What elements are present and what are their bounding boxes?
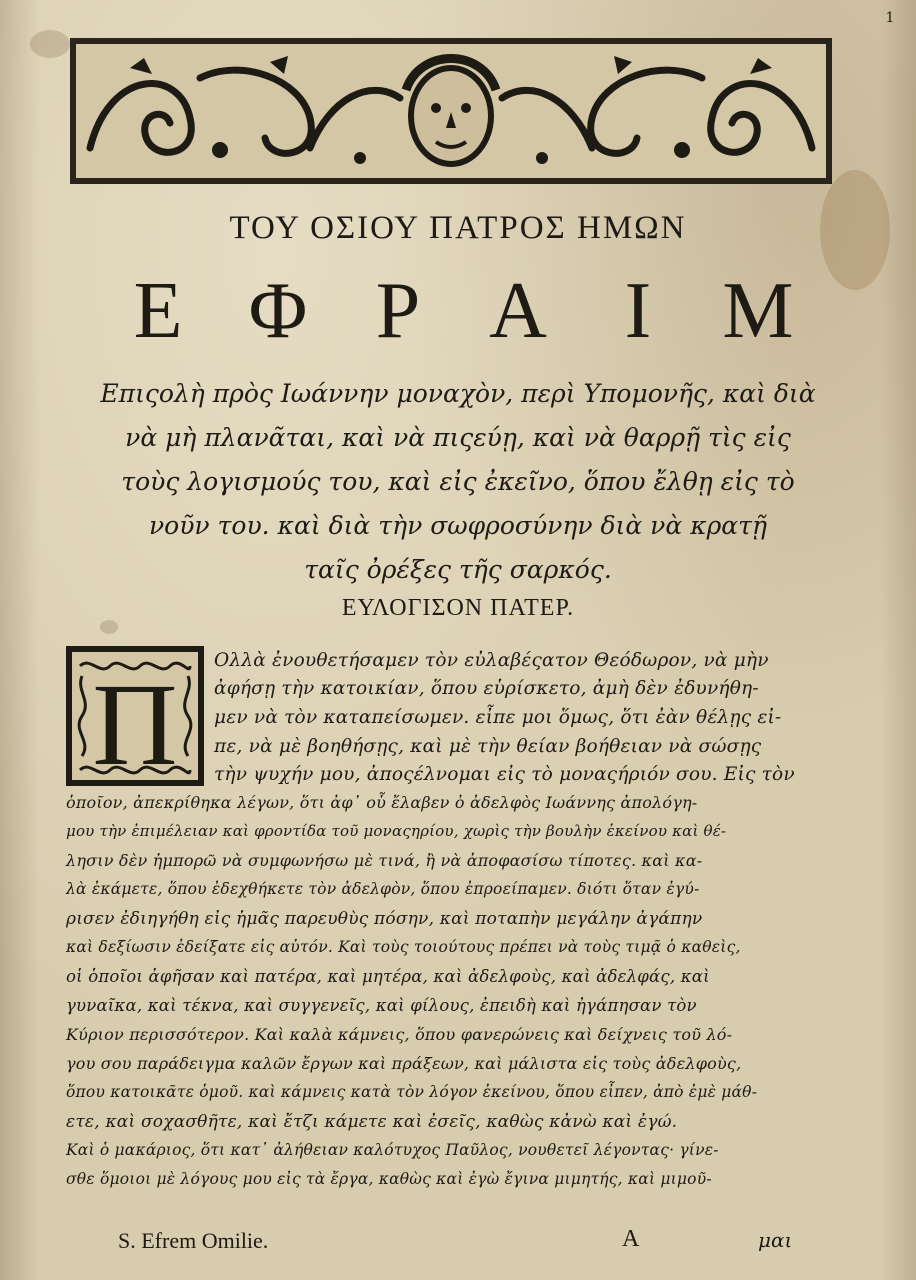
- body-line: πε, νὰ μὲ βοηθήσῃς, καὶ μὲ τὴν θείαν βοήθειαν νὰ σώσῃς: [214, 736, 762, 757]
- body-line: ὅπου κατοικᾶτε ὁμοῦ. καὶ κάμνεις κατὰ τὸν λόγον ἐκείνου, ὅπου εἶπεν, ἀπὸ ἐμὲ μάθ-: [66, 1083, 758, 1101]
- body-line: Κύριον περισσότερον. Καὶ καλὰ κάμνεις, ὅπου φανερώνεις καὶ δείχνεις τοῦ λό-: [66, 1025, 733, 1044]
- cherub-face-icon: [406, 59, 496, 165]
- subtitle: [90, 372, 826, 592]
- name-letter: Ρ: [375, 267, 421, 355]
- body-line: καὶ δεξίωσιν ἐδείξατε εἰς αὐτόν. Καὶ τοὺς τοιούτους πρέπει νὰ τοὺς τιμᾷ ὁ καθεὶς,: [66, 938, 741, 956]
- body-line: γου σου παράδειγμα καλῶν ἔργων καὶ πράξεων, καὶ μάλιστα εἰς τοὺς ἀδελφοὺς,: [66, 1054, 742, 1073]
- folio-number: 1: [885, 10, 895, 26]
- name-letter: Α: [489, 267, 547, 355]
- name-letter: Φ: [248, 267, 308, 355]
- body-line: μου τὴν ἐπιμέλειαν καὶ φροντίδα τοῦ μοναςηρίου, χωρὶς τὴν βουλὴν ἐκείνου καὶ θέ-: [66, 822, 727, 840]
- catchword: μαι: [758, 1228, 793, 1252]
- body-line: τὴν ψυχήν μου, ἀποςέλνομαι εἰς τὸ μοναςήριόν σου. Εἰς τὸν: [214, 764, 795, 785]
- body-line: Καὶ ὁ μακάριος, ὅτι κατ᾽ ἀλήθειαν καλότυχος Παῦλος, νουθετεῖ λέγοντας· γίνε-: [66, 1141, 719, 1159]
- author-name: [60, 266, 856, 357]
- signature-mark: A: [622, 1226, 640, 1252]
- name-letter: Ε: [133, 267, 183, 355]
- body-line: ετε, καὶ σοχασθῆτε, καὶ ἔτζι κάμετε καὶ ἐσεῖς, καθὼς κἀνὼ καὶ ἐγώ.: [66, 1112, 678, 1132]
- blessing-heading: ΕΥΛΟΓΙΣΟΝ ΠΑΤΕΡ.: [341, 595, 575, 621]
- body-line: οἱ ὁποῖοι ἀφῆσαν καὶ πατέρα, καὶ μητέρα, καὶ ἀδελφοὺς, καὶ ἀδελφάς, καὶ: [66, 967, 710, 986]
- ornamental-headpiece: [70, 38, 832, 184]
- ink-stain: [100, 620, 118, 634]
- subtitle-line: τοὺς λογισμούς του, καὶ εἰς ἐκεῖνο, ὅπου ἔλθῃ εἰς τὸ: [121, 467, 795, 496]
- decorated-initial: [66, 646, 204, 786]
- body-line: λὰ ἐκάμετε, ὅπου ἐδεχθήκετε τὸν ἀδελφὸν, ὅπου ἐπροείπαμεν. διότι ὅταν ἐγύ-: [66, 880, 700, 898]
- subtitle-line: νὰ μὴ πλανᾶται, καὶ νὰ πιςεύῃ, καὶ νὰ θαρρῇ τὶς εἰς: [125, 423, 791, 452]
- name-letter: Μ: [722, 267, 794, 355]
- body-line: σθε ὅμοιοι μὲ λόγους μου εἰς τὰ ἔργα, καθὼς καὶ ἐγὼ ἔγινα μιμητής, καὶ μιμοῦ-: [66, 1170, 712, 1188]
- body-line: ἀφήσῃ τὴν κατοικίαν, ὅπου εὑρίσκετο, ἀμὴ δὲν ἐδυνήθη-: [214, 678, 759, 699]
- subtitle-line: Επιςολὴ πρὸς Ιωάννην μοναχὸν, περὶ Υπομονῆς, καὶ διὰ: [100, 379, 816, 408]
- signature-text: S. Efrem Omilie.: [118, 1228, 269, 1253]
- body-line: μεν νὰ τὸν καταπείσωμεν. εἶπε μοι ὅμως, ὅτι ἐὰν θέλῃς εἰ-: [214, 707, 782, 728]
- initial-letter: Π: [92, 659, 178, 786]
- subtitle-line: νοῦν του. καὶ διὰ τὴν σωφροσύνην διὰ νὰ κρατῇ: [148, 511, 767, 540]
- title-line: ΤΟΥ ΟΣΙΟΥ ΠΑΤΡΟΣ ΗΜΩΝ: [229, 210, 687, 246]
- body-line: Ολλὰ ἐνουθετήσαμεν τὸν εὐλαβέςατον Θεόδωρον, νὰ μὴν: [214, 650, 769, 671]
- subtitle-line: ταῖς ὀρέξες τῆς σαρκός.: [304, 555, 612, 584]
- body-line: ρισεν ἐδιηγήθη εἰς ἡμᾶς παρευθὺς πόσην, καὶ ποταπὴν μεγάλην ἀγάπην: [66, 909, 703, 929]
- name-letter: Ι: [624, 267, 652, 355]
- body-line: ὁποῖον, ἀπεκρίθηκα λέγων, ὅτι ἀφ᾽ οὗ ἔλαβεν ὁ ἀδελφὸς Ιωάννης ἀπολόγη-: [66, 793, 698, 812]
- body-line: γυναῖκα, καὶ τέκνα, καὶ συγγενεῖς, καὶ φίλους, ἐπειδὴ καὶ ἠγάπησαν τὸν: [66, 996, 697, 1015]
- body-line: λησιν δὲν ἠμπορῶ νὰ συμφωνήσω μὲ τινά, ἢ νὰ ἀποφασίσω τίποτες. καὶ κα-: [66, 851, 703, 870]
- ink-stain: [30, 30, 70, 58]
